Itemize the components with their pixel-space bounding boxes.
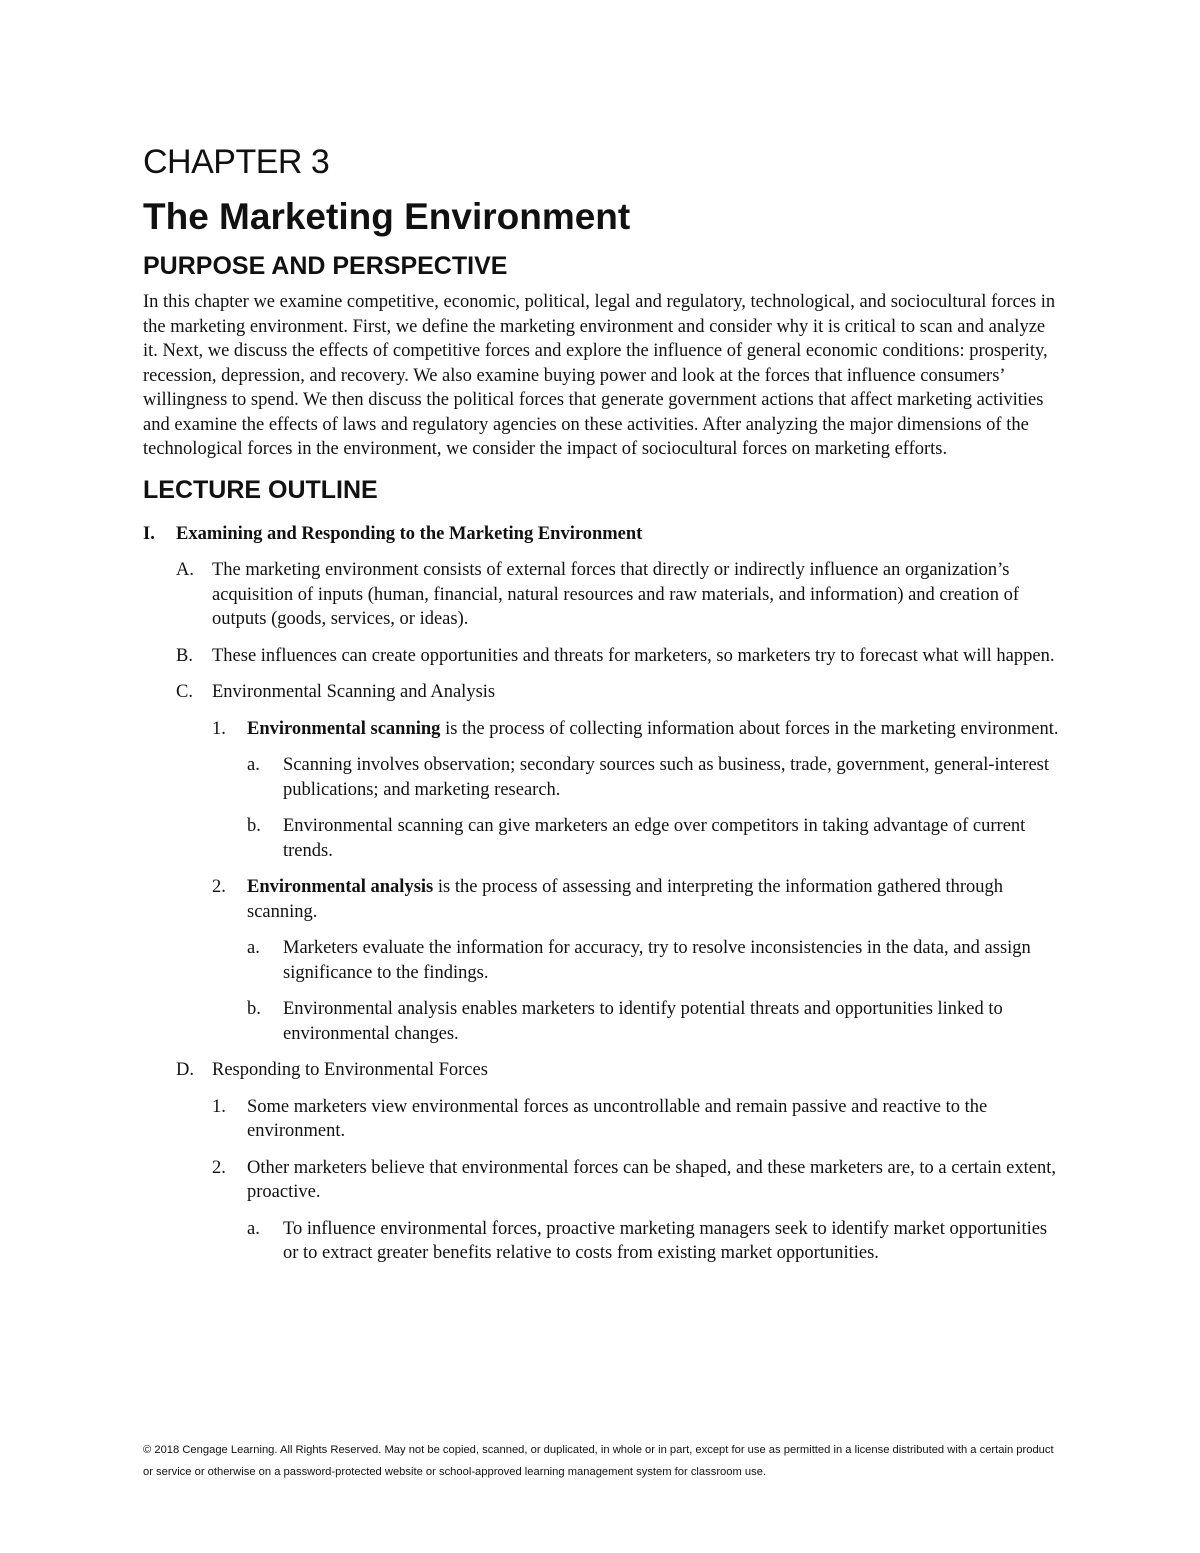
outline-item-c1a — [143, 753, 1063, 802]
definition-text: is the process of assessing and interpreting the information gathered through scanning. — [247, 877, 1004, 922]
outline-marker: A. — [176, 560, 194, 580]
outline-marker: B. — [176, 645, 193, 666]
outline-marker: 2. — [212, 1157, 226, 1178]
outline-item-text: Some marketers view environmental forces as uncontrollable and remain passive and reactive to the environment. — [247, 1096, 988, 1141]
key-term: Environmental scanning — [247, 718, 441, 739]
outline-item-text: To influence environmental forces, proactive marketing managers seek to identify market opportunities or to extract greater benefits relative to costs from existing market opportunities. — [283, 1218, 1048, 1263]
outline-item-a — [143, 558, 1063, 632]
outline-item-text: Scanning involves observation; secondary sources such as business, trade, government, general-interest publications; and marketing research. — [283, 755, 1049, 800]
outline-item-text: Environmental analysis enables marketers to identify potential threats and opportunities linked to environmental changes. — [283, 999, 1003, 1044]
outline-item-text: These influences can create opportunities and threats for marketers, so marketers try to forecast what will happen. — [212, 645, 1055, 666]
outline-item-text: The marketing environment consists of external forces that directly or indirectly influence an organization’s acquisition of inputs (human, financial, natural resources and raw materials, and information) and creation of outputs (goods, services, or ideas). — [212, 560, 1020, 629]
outline-item-text: Marketers evaluate the information for accuracy, try to resolve inconsistencies in the data, and assign significance to the findings. — [283, 938, 1031, 983]
outline-item-d2 — [143, 1156, 1063, 1205]
outline-heading: LECTURE OUTLINE — [143, 475, 378, 504]
outline-marker: 2. — [212, 877, 226, 897]
outline-item-c2b — [143, 997, 1063, 1046]
copyright-footer: © 2018 Cengage Learning. All Rights Reserved. May not be copied, scanned, or duplicated, in whole or in part, except for use as permitted in a license distributed with a certain product or service or otherwise on a password-protected website or school-approved learning management system for classroom use. — [143, 1444, 1054, 1478]
outline-item-c1b — [143, 814, 1063, 863]
definition-text: is the process of collecting information about forces in the marketing environment. — [440, 718, 1059, 739]
outline-item-d — [143, 1058, 1063, 1083]
chapter-title: The Marketing Environment — [143, 196, 631, 237]
outline-marker: 1. — [212, 718, 226, 739]
document-page — [143, 140, 1063, 1266]
purpose-heading: PURPOSE AND PERSPECTIVE — [143, 252, 508, 280]
outline-section-i — [143, 522, 1063, 547]
outline-item-text — [247, 875, 1063, 924]
outline-marker: a. — [247, 938, 260, 958]
outline-marker: b. — [247, 816, 261, 836]
outline-item-d2a — [143, 1217, 1063, 1266]
key-term: Environmental analysis — [247, 877, 434, 897]
outline-item-text: Environmental scanning can give marketers an edge over competitors in taking advantage of current trends. — [283, 816, 1026, 861]
outline-item-c2a — [143, 936, 1063, 985]
outline-marker: I. — [143, 523, 155, 544]
outline-marker: C. — [176, 682, 193, 702]
purpose-paragraph: In this chapter we examine competitive, economic, political, legal and regulatory, technological, and sociocultural forces in the marketing environment. First, we define the marketing environment and consider why it is critical to scan and analyze it. Next, we discuss the effects of competitive forces and explore the influence of general economic conditions: prosperity, recession, depression, and recovery. We also examine buying power and look at the forces that influence consumers’ willingness to spend. We then discuss the political forces that generate government actions that affect marketing activities and examine the effects of laws and regulatory agencies on these activities. After analyzing the major dimensions of the technological forces in the environment, we consider the impact of sociocultural forces on marketing efforts. — [143, 292, 1056, 459]
outline-item-c — [143, 680, 1063, 705]
outline-marker: b. — [247, 999, 261, 1019]
outline-marker: 1. — [212, 1096, 226, 1117]
outline-item-c2 — [143, 875, 1063, 924]
outline-marker: D. — [176, 1060, 194, 1080]
chapter-label: CHAPTER 3 — [143, 143, 330, 181]
outline-marker: a. — [247, 755, 260, 775]
outline-item-text — [247, 717, 1063, 742]
outline-item-text: Environmental Scanning and Analysis — [212, 682, 496, 702]
outline-item-b — [143, 644, 1063, 669]
outline-item-text: Other marketers believe that environmental forces can be shaped, and these marketers are, to a certain extent, proactive. — [247, 1157, 1057, 1202]
outline-marker: a. — [247, 1218, 260, 1239]
outline-item-c1 — [143, 717, 1063, 742]
outline-section-title: Examining and Responding to the Marketing Environment — [176, 523, 643, 544]
outline-item-d1 — [143, 1095, 1063, 1144]
outline-item-text: Responding to Environmental Forces — [212, 1060, 488, 1080]
